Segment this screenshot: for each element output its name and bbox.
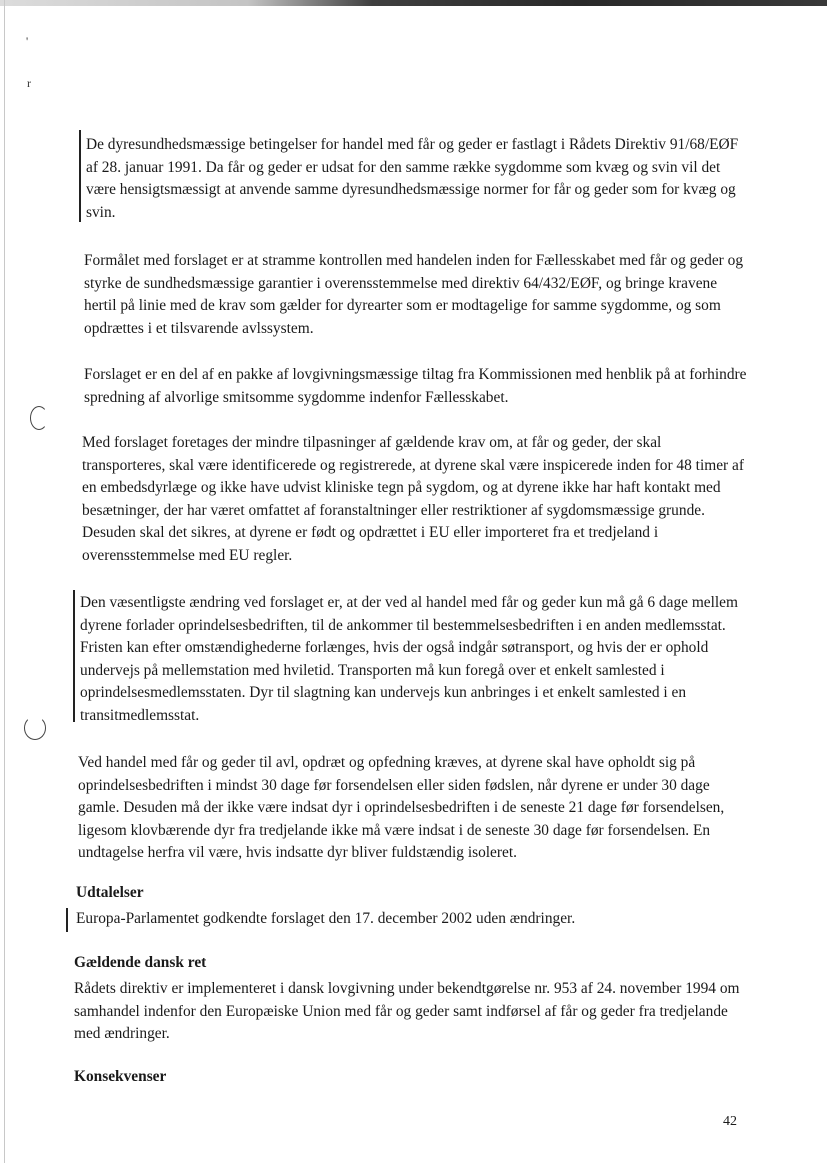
paragraph-text: De dyresundhedsmæssige betingelser for handel med får og geder er fastlagt i Rådets Direktiv 91/68/EØF af 28. januar 1991. Da får og geder er udsat for den samme række sygdomme som kvæg og svin vil det være hensigtsmæssigt at anvende samme dyresundhedsmæssige normer for får og geder som for kvæg og svin. xyxy=(86,136,739,221)
page-number: 42 xyxy=(723,1114,737,1129)
punch-hole-mark xyxy=(30,406,48,430)
punch-hole-mark xyxy=(24,716,46,740)
paragraph-text: Den væsentligste ændring ved forslaget er, at der ved al handel med får og geder kun må gå 6 dage mellem dyrene forlader oprindelsesbedriften, til de ankommer til bestemmelsesbedriften i en anden medlemsstat. Fristen kan efter omstændighederne forlænges, hvis der også indgår søtransport, og hvis der er ophold undervejs på mellemstation med hviletid. Transporten må kun foregå over et enkelt samlested i oprindelsesmedlemsstaten. Dyr til slagtning kan undervejs kun anbringes i et enkelt samlested i en transitmedlemsstat. xyxy=(80,594,738,724)
scan-speck: r xyxy=(27,76,31,90)
section-heading-udtalelser: Udtalelser xyxy=(76,884,144,901)
section-heading-konsekvenser: Konsekvenser xyxy=(74,1068,167,1085)
revision-bar xyxy=(66,908,68,932)
paragraph-text: Ved handel med får og geder til avl, opdræt og opfedning kræves, at dyrene skal have opholdt sig på oprindelsesbedriften i mindst 30 dage før forsendelsen eller siden fødslen, når dyrene er under 30 dage gamle. Desuden må der ikke være indsat dyr i oprindelsesbedriften i de seneste 21 dage før forsendelsen, ligesom klovbærende dyr fra tredjelande ikke må være indsat i de seneste 30 dage før forsendelsen. En undtagelse herfra vil være, hvis indsatte dyr bliver fuldstændig isoleret. xyxy=(78,754,725,861)
scan-top-edge xyxy=(0,0,827,6)
scan-speck: ' xyxy=(26,34,29,48)
paragraph-text: Med forslaget foretages der mindre tilpasninger af gældende krav om, at får og geder, der skal transporteres, skal være identificerede og registrerede, at dyrene skal være inspicerede inden for 48 timer af en embedsdyrlæge og ikke have udvist kliniske tegn på sygdom, og at dyrene ikke har haft kontakt med besætninger, der har været omfattet af foranstaltninger eller restriktioner af sygdomsmæssige grunde. Desuden skal det sikres, at dyrene er født og opdrættet i EU eller importeret fra et tredjeland i overensstemmelse med EU regler. xyxy=(82,434,744,564)
revision-bar xyxy=(73,590,75,722)
section-text-gaeldende-dansk-ret: Rådets direktiv er implementeret i dansk lovgivning under bekendtgørelse nr. 953 af 24. november 1994 om samhandel indenfor den Europæiske Union med får og geder samt indførsel af får og geder fra tredjelande med ændringer. xyxy=(74,980,740,1042)
paragraph-text: Formålet med forslaget er at stramme kontrollen med handelen inden for Fællesskabet med får og geder og styrke de sundhedsmæssige garantier i overensstemmelse med direktiv 64/432/EØF, og bringe kravene hertil på linie med de krav som gælder for dyrearter som er modtagelige for samme sygdomme, og som opdrættes i et tilsvarende avlssystem. xyxy=(84,252,744,337)
section-heading-gaeldende-dansk-ret: Gældende dansk ret xyxy=(74,954,207,971)
paragraph-text: Forslaget er en del af en pakke af lovgivningsmæssige tiltag fra Kommissionen med henblik på at forhindre spredning af alvorlige smitsomme sygdomme indenfor Fællesskabet. xyxy=(84,366,747,406)
section-text-udtalelser: Europa-Parlamentet godkendte forslaget den 17. december 2002 uden ændringer. xyxy=(76,910,576,927)
scan-left-edge xyxy=(4,0,5,1163)
revision-bar xyxy=(79,130,81,222)
